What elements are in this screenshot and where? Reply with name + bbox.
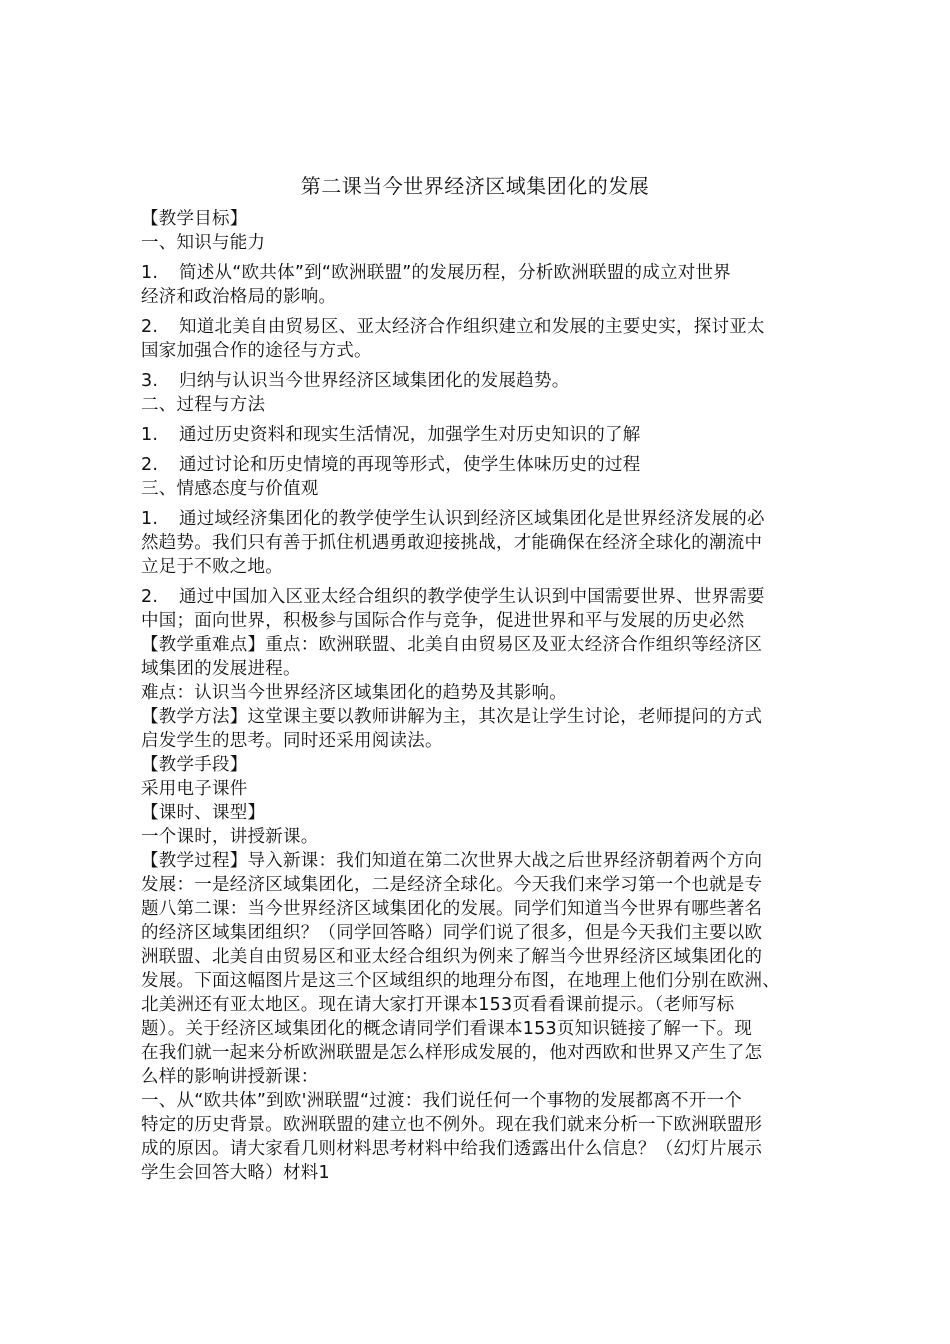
item-number: 2.: [141, 317, 159, 337]
means-heading: 【教学手段】: [141, 755, 248, 775]
list-item: [141, 423, 823, 447]
process-method-heading: 二、过程与方法: [141, 395, 266, 415]
item-text: 通过域经济集团化的教学使学生认识到经济区域集团化是世界经济发展的必: [179, 509, 765, 529]
item-text: 通过历史资料和现实生活情况，加强学生对历史知识的了解: [179, 425, 641, 445]
paragraph-line: 特定的历史背景。欧洲联盟的建立也不例外。现在我们就来分析一下欧洲联盟形: [141, 1115, 763, 1135]
process-section: [141, 849, 823, 1089]
list-item: [141, 261, 823, 309]
method-section: [141, 705, 823, 753]
list-item: [141, 585, 823, 633]
item-text: 然趋势。我们只有善于抓住机遇勇敢迎接挑战，才能确保在经济全球化的潮流中: [141, 533, 763, 553]
section-one: [141, 1089, 823, 1185]
item-text: 通过中国加入区亚太经合组织的教学使学生认识到中国需要世界、世界需要: [179, 587, 765, 607]
item-text: 简述从“欧共体”到“欧洲联盟”的发展历程，分析欧洲联盟的成立对世界: [179, 263, 732, 283]
item-text: 经济和政治格局的影响。: [141, 287, 337, 307]
item-number: 1.: [141, 263, 159, 283]
keypoints-section: [141, 633, 823, 705]
paragraph-line: 么样的影响讲授新课：: [141, 1067, 319, 1087]
knowledge-heading: 一、知识与能力: [141, 233, 266, 253]
document-title: 第二课当今世界经济区域集团化的发展: [300, 174, 650, 198]
paragraph-line: 【教学方法】这堂课主要以教师讲解为主，其次是让学生讨论，老师提问的方式: [141, 707, 763, 727]
means-text: 采用电子课件: [141, 779, 248, 799]
paragraph-line: 发展。下面这幅图片是这三个区域组织的地理分布图，在地理上他们分别在欧洲、: [141, 971, 780, 991]
document-body: [141, 207, 823, 1185]
period-heading: 【课时、课型】: [141, 803, 266, 823]
paragraph-line: 学生会回答大略）材料1: [141, 1163, 330, 1183]
paragraph-line: 洲联盟、北美自由贸易区和亚太经合组织为例来了解当今世界经济区域集团化的: [141, 947, 763, 967]
item-number: 1.: [141, 425, 159, 445]
item-text: 立足于不败之地。: [141, 557, 283, 577]
paragraph-line: 难点：认识当今世界经济区域集团化的趋势及其影响。: [141, 683, 567, 703]
values-heading: 三、情感态度与价值观: [141, 479, 319, 499]
goals-heading: 【教学目标】: [141, 209, 248, 229]
item-text: 知道北美自由贸易区、亚太经济合作组织建立和发展的主要史实，探讨亚太: [179, 317, 765, 337]
list-item: [141, 369, 823, 393]
item-text: 国家加强合作的途径与方式。: [141, 341, 372, 361]
paragraph-line: 启发学生的思考。同时还采用阅读法。: [141, 731, 443, 751]
paragraph-line: 题八第二课：当今世界经济区域集团化的发展。同学们知道当今世界有哪些著名: [141, 899, 763, 919]
item-text: 中国；面向世界，积极参与国际合作与竞争，促进世界和平与发展的历史必然: [141, 611, 745, 631]
paragraph-line: 北美洲还有亚太地区。现在请大家打开课本153页看看课前提示。（老师写标: [141, 995, 735, 1015]
item-number: 2.: [141, 455, 159, 475]
paragraph-line: 【教学过程】导入新课：我们知道在第二次世界大战之后世界经济朝着两个方向: [141, 851, 763, 871]
item-number: 1.: [141, 509, 159, 529]
paragraph-line: 题）。关于经济区域集团化的概念请同学们看课本153页知识链接了解一下。现: [141, 1019, 753, 1039]
paragraph-line: 成的原因。请大家看几则材料思考材料中给我们透露出什么信息？（幻灯片展示: [141, 1139, 763, 1159]
period-text: 一个课时，讲授新课。: [141, 827, 319, 847]
paragraph-line: 的经济区域集团组织？（同学回答略）同学们说了很多，但是今天我们主要以欧: [141, 923, 763, 943]
paragraph-line: 在我们就一起来分析欧洲联盟是怎么样形成发展的，他对西欧和世界又产生了怎: [141, 1043, 763, 1063]
list-item: [141, 315, 823, 363]
item-text: 归纳与认识当今世界经济区域集团化的发展趋势。: [179, 371, 570, 391]
paragraph-line: 域集团的发展进程。: [141, 659, 301, 679]
item-number: 2.: [141, 587, 159, 607]
list-item: [141, 453, 823, 477]
item-number: 3.: [141, 371, 159, 391]
item-text: 通过讨论和历史情境的再现等形式，使学生体味历史的过程: [179, 455, 641, 475]
paragraph-line: 一、从“欧共体”到欧'洲联盟“过渡：我们说任何一个事物的发展都离不开一个: [141, 1091, 743, 1111]
paragraph-line: 发展：一是经济区域集团化，二是经济全球化。今天我们来学习第一个也就是专: [141, 875, 763, 895]
list-item: [141, 507, 823, 579]
paragraph-line: 【教学重难点】重点：欧洲联盟、北美自由贸易区及亚太经济合作组织等经济区: [141, 635, 763, 655]
